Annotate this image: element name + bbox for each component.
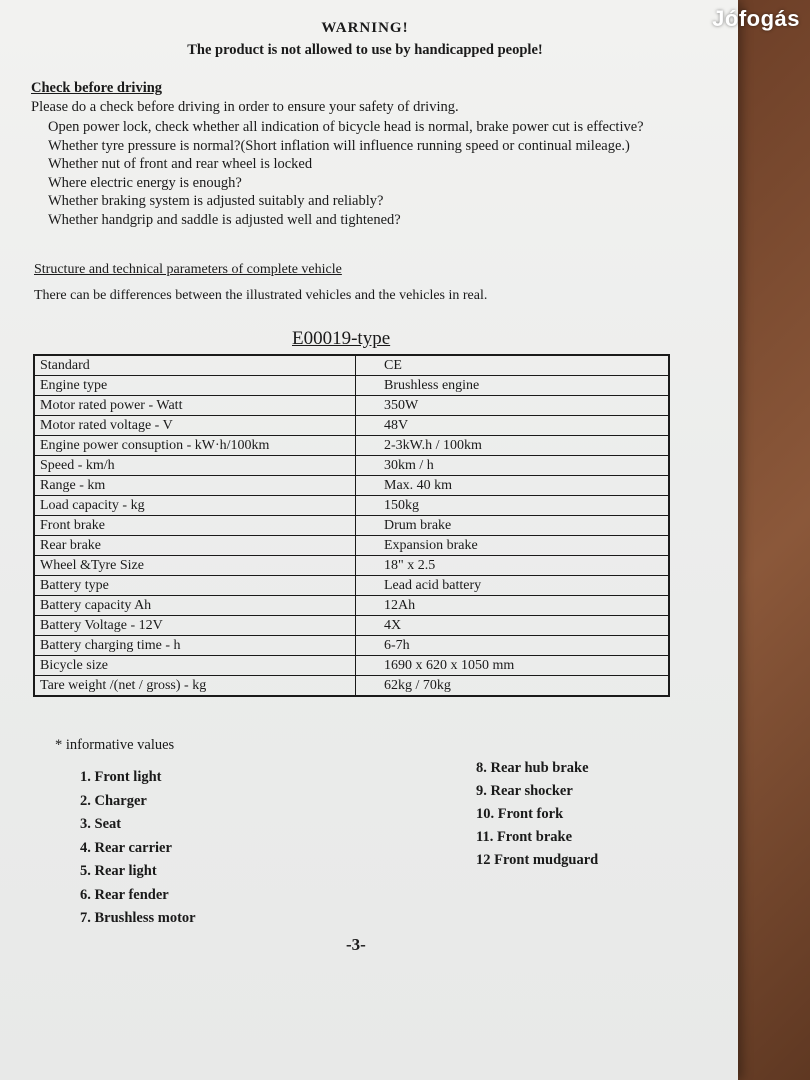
spec-row — [34, 636, 669, 656]
spec-key: Range - km — [34, 476, 356, 496]
part-item: 11. Front brake — [476, 829, 572, 845]
spec-value: Lead acid battery — [356, 576, 670, 596]
check-item: Open power lock, check whether all indication of bicycle head is normal, brake power cut is effective? — [48, 119, 644, 135]
part-item: 12 Front mudguard — [476, 852, 599, 868]
parts-list-right — [476, 757, 598, 872]
spec-key: Engine power consuption - kW·h/100km — [34, 436, 356, 456]
spec-row — [34, 576, 669, 596]
spec-row — [34, 596, 669, 616]
part-item: 4. Rear carrier — [80, 839, 172, 856]
spec-row — [34, 436, 669, 456]
spec-value: 1690 x 620 x 1050 mm — [356, 656, 670, 676]
check-list — [48, 118, 644, 229]
part-item: 9. Rear shocker — [476, 783, 573, 799]
spec-key: Standard — [34, 355, 356, 376]
spec-key: Wheel &Tyre Size — [34, 556, 356, 576]
spec-value: 2-3kW.h / 100km — [356, 436, 670, 456]
check-item: Whether handgrip and saddle is adjusted well and tightened? — [48, 211, 401, 228]
check-intro: Please do a check before driving in order to ensure your safety of driving. — [31, 99, 459, 115]
informative-note: * informative values — [55, 737, 175, 753]
spec-value: 48V — [356, 416, 670, 436]
part-item: 5. Rear light — [80, 863, 157, 879]
spec-value: Drum brake — [356, 516, 670, 536]
spec-value: Brushless engine — [356, 376, 670, 396]
spec-value: 150kg — [356, 496, 670, 516]
spec-row — [34, 536, 669, 556]
warning-subtitle: The product is not allowed to use by handicapped people! — [187, 42, 543, 58]
spec-key: Motor rated power - Watt — [34, 396, 356, 416]
spec-value: 12Ah — [356, 596, 670, 616]
spec-key: Bicycle size — [34, 656, 356, 676]
parts-list-left — [80, 766, 196, 931]
spec-value: 30km / h — [356, 456, 670, 476]
spec-key: Motor rated voltage - V — [34, 416, 356, 436]
check-item: Whether nut of front and rear wheel is locked — [48, 156, 313, 172]
spec-key: Battery capacity Ah — [34, 596, 356, 616]
spec-value: 4X — [356, 616, 670, 636]
type-title: E00019-type — [292, 328, 391, 349]
spec-key: Load capacity - kg — [34, 496, 356, 516]
check-item: Where electric energy is enough? — [48, 174, 242, 191]
spec-row — [34, 496, 669, 516]
spec-key: Engine type — [34, 376, 356, 396]
check-item: Whether braking system is adjusted suitably and reliably? — [48, 193, 384, 209]
spec-value: 18" x 2.5 — [356, 556, 670, 576]
watermark-logo: Jófogás — [712, 6, 800, 31]
spec-row — [34, 676, 669, 697]
spec-table — [33, 354, 670, 697]
spec-row — [34, 396, 669, 416]
part-item: 8. Rear hub brake — [476, 760, 589, 776]
spec-row — [34, 556, 669, 576]
spec-row — [34, 416, 669, 436]
part-item: 1. Front light — [80, 769, 162, 785]
spec-row — [34, 476, 669, 496]
part-item: 3. Seat — [80, 816, 122, 832]
structure-heading: Structure and technical parameters of complete vehicle — [34, 262, 342, 277]
spec-row — [34, 376, 669, 396]
part-item: 10. Front fork — [476, 806, 564, 822]
structure-note: There can be differences between the illustrated vehicles and the vehicles in real. — [34, 288, 488, 303]
spec-key: Rear brake — [34, 536, 356, 556]
spec-value: 6-7h — [356, 636, 670, 656]
spec-row — [34, 355, 669, 376]
part-item: 7. Brushless motor — [80, 910, 196, 926]
page-number: -3- — [346, 935, 366, 954]
warning-title: WARNING! — [321, 20, 409, 36]
spec-key: Battery type — [34, 576, 356, 596]
check-item: Whether tyre pressure is normal?(Short inflation will influence running speed or continual mileage.) — [48, 137, 630, 154]
spec-key: Speed - km/h — [34, 456, 356, 476]
spec-value: Expansion brake — [356, 536, 670, 556]
spec-row — [34, 656, 669, 676]
spec-key: Tare weight /(net / gross) - kg — [34, 676, 356, 697]
part-item: 2. Charger — [80, 792, 147, 809]
spec-key: Battery Voltage - 12V — [34, 616, 356, 636]
spec-value: Max. 40 km — [356, 476, 670, 496]
spec-key: Battery charging time - h — [34, 636, 356, 656]
spec-row — [34, 456, 669, 476]
spec-row — [34, 516, 669, 536]
spec-row — [34, 616, 669, 636]
spec-value: CE — [356, 355, 670, 376]
part-item: 6. Rear fender — [80, 886, 169, 903]
check-heading: Check before driving — [31, 80, 163, 96]
spec-value: 62kg / 70kg — [356, 676, 670, 697]
spec-key: Front brake — [34, 516, 356, 536]
spec-value: 350W — [356, 396, 670, 416]
